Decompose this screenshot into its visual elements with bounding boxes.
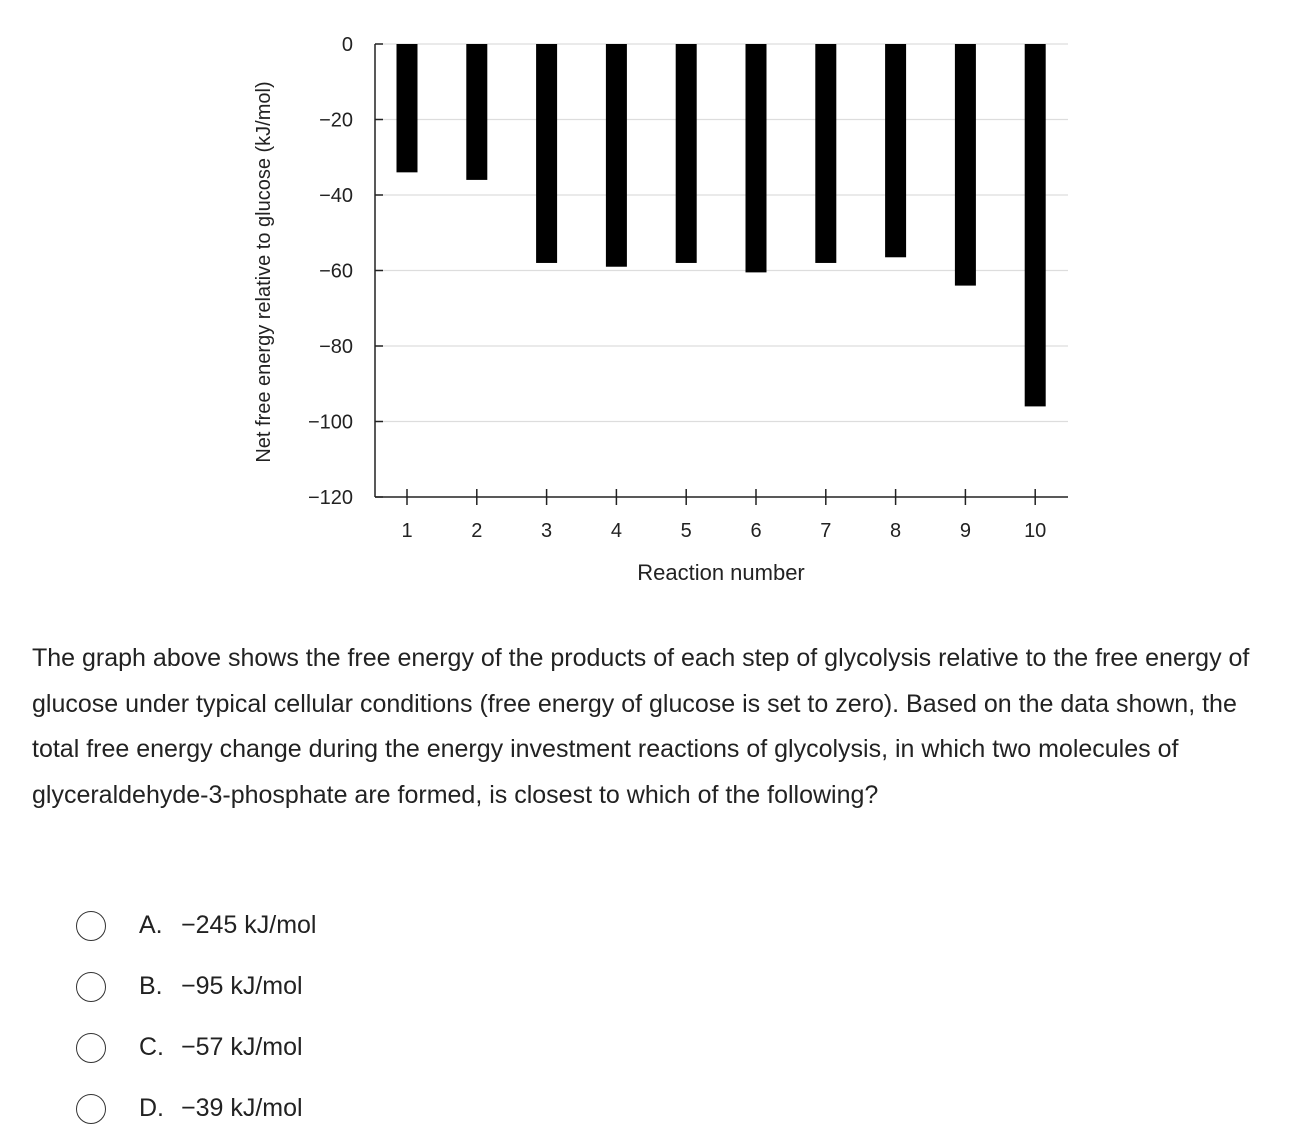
y-tick-label: −120: [307, 487, 353, 509]
choice-letter: A.: [139, 911, 163, 939]
choice-text: −245 kJ/mol: [181, 911, 317, 939]
bar-reaction-8: [885, 44, 906, 257]
x-tick-label: 2: [471, 520, 483, 542]
choice-text: −39 kJ/mol: [181, 1094, 303, 1122]
bar-reaction-10: [1025, 44, 1046, 406]
x-tick-label: 8: [890, 520, 902, 542]
choice-letter: D.: [139, 1094, 164, 1122]
choice-text: −57 kJ/mol: [181, 1033, 303, 1061]
x-axis-label: Reaction number: [637, 560, 805, 585]
radio-button[interactable]: [76, 972, 106, 1002]
bars: [397, 44, 1046, 406]
x-tick-label: 7: [820, 520, 832, 542]
choice-d[interactable]: [76, 1078, 317, 1139]
bar-reaction-7: [815, 44, 836, 263]
bar-reaction-1: [397, 44, 418, 172]
bar-reaction-4: [606, 44, 627, 267]
question-text: The graph above shows the free energy of the products of each step of glycolysis relative to the free energy of glucose under typical cellular conditions (free energy of glucose is set to zero). Based on the data shown, the total free energy change during the energy investment reactions of glycolysis, in which two molecules of glyceraldehyde-3-phosphate are formed, is closest to which of the following?: [32, 644, 1250, 809]
y-ticks: [308, 34, 383, 509]
bar-reaction-2: [466, 44, 487, 180]
answer-choices: [76, 895, 317, 1139]
y-tick-label: 0: [341, 34, 353, 56]
y-tick-label: −60: [319, 260, 353, 283]
x-tick-label: 9: [959, 520, 971, 542]
choice-text: −95 kJ/mol: [181, 972, 303, 1000]
y-tick-label: −80: [319, 336, 353, 358]
x-tick-label: 3: [541, 520, 553, 542]
choice-c[interactable]: [76, 1017, 317, 1078]
x-tick-label: 1: [401, 520, 413, 542]
radio-button[interactable]: [76, 1033, 106, 1063]
y-tick-label: −100: [307, 411, 353, 434]
bar-reaction-9: [955, 44, 976, 286]
bar-reaction-6: [746, 44, 767, 272]
y-tick-label: −20: [319, 109, 353, 132]
choice-b[interactable]: [76, 956, 317, 1017]
choice-letter: B.: [139, 972, 163, 1000]
x-tick-label: 6: [750, 520, 762, 542]
radio-button[interactable]: [76, 1094, 106, 1124]
x-tick-label: 4: [610, 520, 622, 542]
y-axis-label: Net free energy relative to glucose (kJ/mol): [253, 81, 275, 463]
x-tick-label: 5: [680, 520, 692, 542]
x-tick-label: 10: [1024, 520, 1047, 542]
bar-reaction-5: [676, 44, 697, 263]
y-tick-label: −40: [319, 185, 353, 207]
bar-reaction-3: [536, 44, 557, 263]
radio-button[interactable]: [76, 911, 106, 941]
choice-letter: C.: [139, 1033, 164, 1061]
choice-a[interactable]: [76, 895, 317, 956]
